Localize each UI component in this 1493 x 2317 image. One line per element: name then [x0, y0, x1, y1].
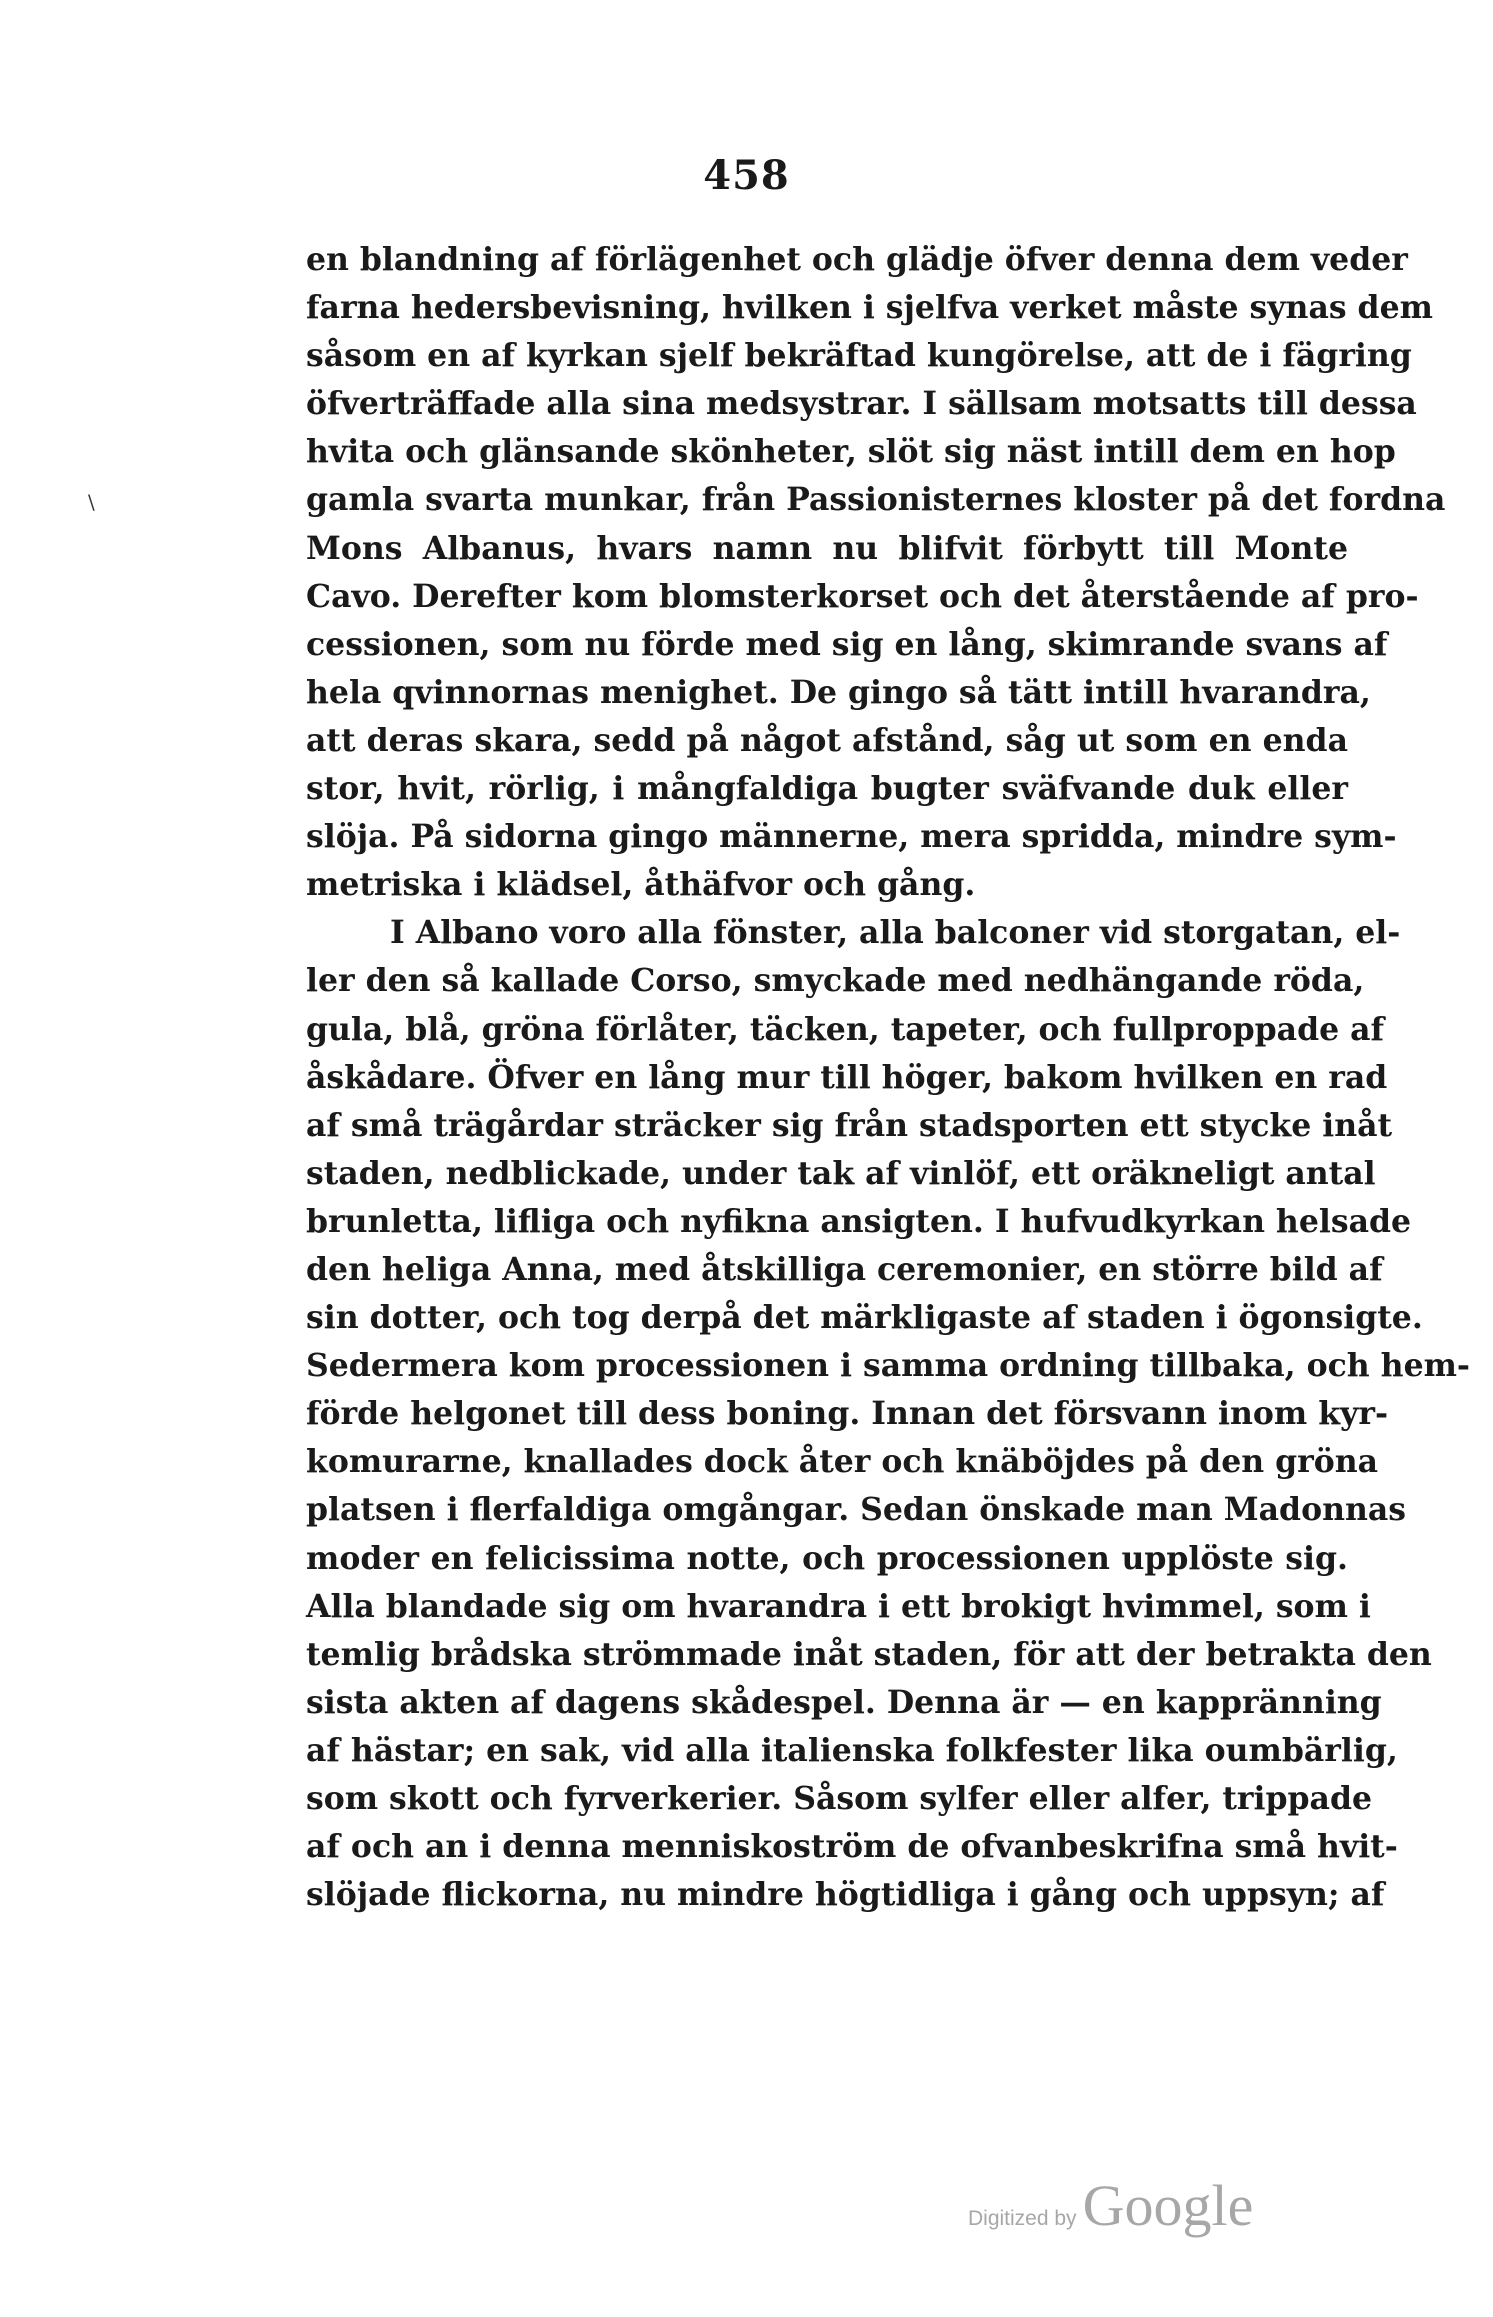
text-line: Sedermera kom processionen i samma ordning tillbaka, och hem-: [306, 1347, 1471, 1385]
text-line: platsen i flerfaldiga omgångar. Sedan önskade man Madonnas: [306, 1491, 1407, 1529]
text-line: gamla svarta munkar, från Passionisternes kloster på det fordna: [306, 481, 1446, 519]
text-line: stor, hvit, rörlig, i mångfaldiga bugter sväfvande duk eller: [306, 770, 1348, 808]
text-line: den heliga Anna, med åtskilliga ceremonier, en större bild af: [306, 1250, 1383, 1288]
watermark-logo: Google: [1082, 2173, 1254, 2238]
text-line: sista akten af dagens skådespel. Denna är — en kappränning: [306, 1683, 1382, 1721]
text-line: sin dotter, och tog derpå det märkligaste af staden i ögonsigte.: [306, 1299, 1423, 1337]
text-line: slöjade flickorna, nu mindre högtidliga i gång och uppsyn; af: [306, 1876, 1385, 1914]
text-line: gula, blå, gröna förlåter, täcken, tapeter, och fullproppade af: [306, 1010, 1385, 1048]
text-line: I Albano voro alla fönster, alla balconer vid storgatan, el-: [390, 914, 1401, 952]
text-line: att deras skara, sedd på något afstånd, såg ut som en enda: [306, 721, 1348, 759]
text-line: metriska i klädsel, åthäfvor och gång.: [306, 866, 976, 904]
text-line: af och an i denna menniskoström de ofvanbeskrifna små hvit-: [306, 1828, 1398, 1866]
text-line: komurarne, knallades dock åter och knäböjdes på den gröna: [306, 1443, 1379, 1481]
text-line: staden, nedblickade, under tak af vinlöf, ett oräkneligt antal: [306, 1154, 1376, 1192]
page-number: 458: [703, 152, 790, 199]
paragraph: [306, 236, 1446, 909]
paragraph: [306, 909, 1471, 1919]
text-line: Mons Albanus, hvars namn nu blifvit förbytt till Monte: [306, 529, 1348, 567]
watermark-prefix: Digitized by: [968, 2207, 1077, 2230]
text-line: hvita och glänsande skönheter, slöt sig näst intill dem en hop: [306, 433, 1396, 471]
text-line: af hästar; en sak, vid alla italienska folkfester lika oumbärlig,: [306, 1731, 1398, 1769]
text-line: en blandning af förlägenhet och glädje öfver denna dem veder: [306, 241, 1408, 278]
stray-print-mark: \: [88, 490, 95, 514]
text-line: öfverträffade alla sina medsystrar. I sällsam motsatts till dessa: [306, 385, 1417, 423]
text-line: ler den så kallade Corso, smyckade med nedhängande röda,: [306, 962, 1365, 1000]
text-line: hela qvinnornas menighet. De gingo så tätt intill hvarandra,: [306, 673, 1371, 711]
text-line: af små trägårdar sträcker sig från stadsporten ett stycke inåt: [306, 1106, 1393, 1144]
text-line: Cavo. Derefter kom blomsterkorset och det återstående af pro-: [306, 577, 1419, 615]
text-line: cessionen, som nu förde med sig en lång, skimrande svans af: [306, 625, 1388, 663]
text-line: förde helgonet till dess boning. Innan det försvann inom kyr-: [306, 1395, 1389, 1433]
text-line: temlig brådska strömmade inåt staden, för att der betrakta den: [306, 1635, 1432, 1673]
text-line: brunletta, lifliga och nyfikna ansigten. I hufvudkyrkan helsade: [306, 1202, 1412, 1240]
body-text: [306, 236, 1471, 1919]
text-line: som skott och fyrverkerier. Såsom sylfer eller alfer, trippade: [306, 1780, 1373, 1817]
text-line: åskådare. Öfver en lång mur till höger, bakom hvilken en rad: [306, 1058, 1388, 1096]
text-line: farna hedersbevisning, hvilken i sjelfva verket måste synas dem: [306, 289, 1433, 327]
watermark: [968, 2172, 1253, 2239]
text-line: såsom en af kyrkan sjelf bekräftad kungörelse, att de i fägring: [306, 337, 1412, 375]
text-line: moder en felicissima notte, och processionen upplöste sig.: [306, 1539, 1348, 1577]
text-line: slöja. På sidorna gingo männerne, mera spridda, mindre sym-: [306, 818, 1397, 856]
text-line: Alla blandade sig om hvarandra i ett brokigt hvimmel, som i: [306, 1587, 1371, 1625]
